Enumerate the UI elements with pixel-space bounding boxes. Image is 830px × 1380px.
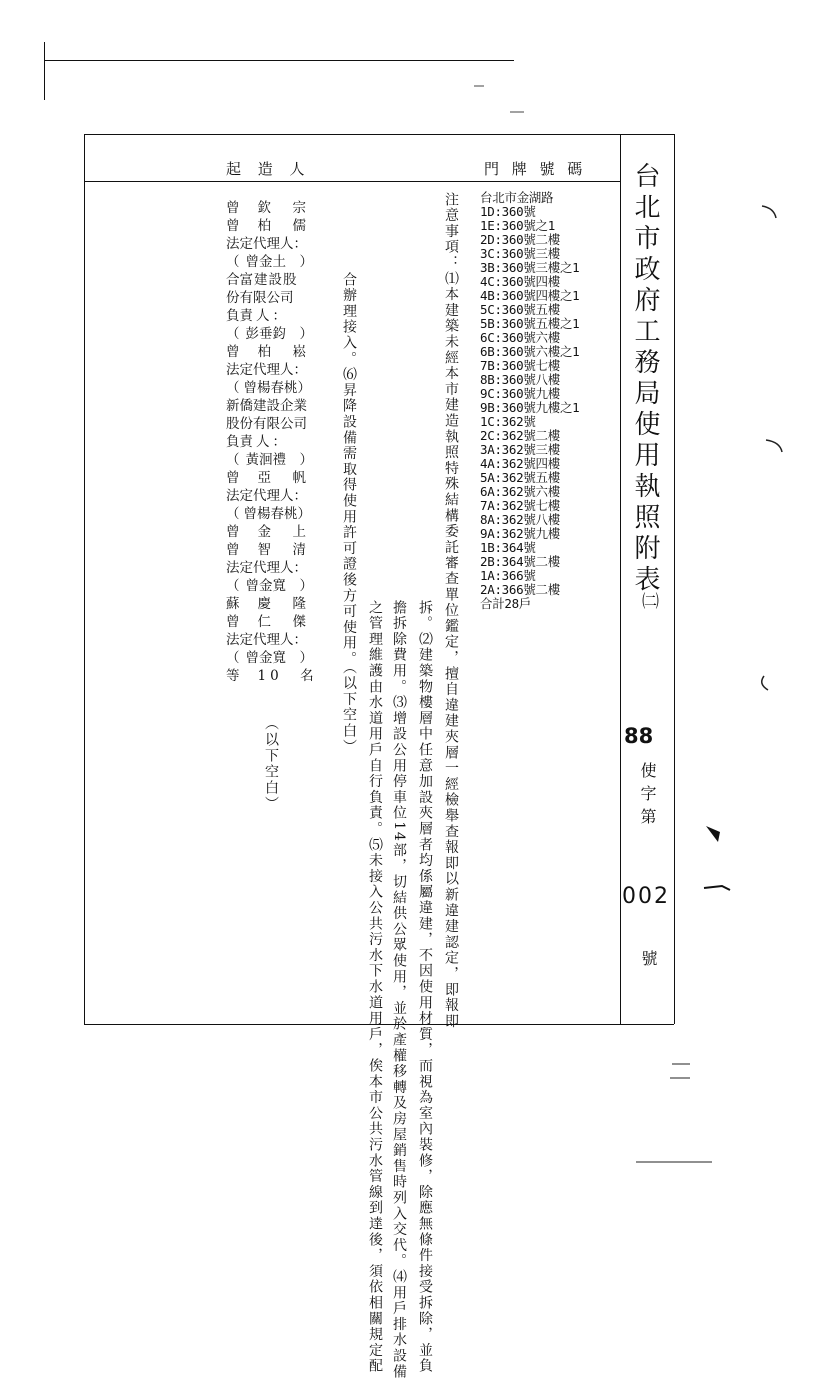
builder-line-lead: 法 xyxy=(226,632,240,648)
list-item: 7B:360號七樓 xyxy=(480,358,560,373)
list-item: 3A:362號三樓 xyxy=(480,442,560,457)
list-item: 6C:360號六樓 xyxy=(480,330,560,345)
list-item: 8B:360號八樓 xyxy=(480,372,560,387)
list-item: 2B:364號二樓 xyxy=(480,554,560,569)
builder-header: 起 造 人 xyxy=(226,160,311,178)
builder-line-lead: 等 xyxy=(226,668,240,684)
list-item: 5A:362號五樓 xyxy=(480,470,560,485)
list-item: 5C:360號五樓 xyxy=(480,302,560,317)
list-item: 2C:362號二樓 xyxy=(480,428,560,443)
builder-line-text: 責人： xyxy=(239,308,289,324)
builder-line-lead: 曾 xyxy=(226,470,240,486)
list-item: 2D:360號二樓 xyxy=(480,232,560,247)
builder-line-lead: 份 xyxy=(226,290,240,306)
builder-line-text: 柏 儒 xyxy=(257,218,310,234)
builder-line-text: 慶 隆 xyxy=(257,596,310,612)
builder-line-lead: （ xyxy=(226,452,240,468)
artifact-mark xyxy=(704,886,730,890)
list-item: 1D:360號 xyxy=(480,204,536,219)
builder-line-lead: 曾 xyxy=(226,614,240,630)
list-item: 4C:360號四樓 xyxy=(480,274,560,289)
address-header: 門 牌 號 碼 xyxy=(484,160,587,178)
note-column: 之管理維護由水道用戶自行負責。⑸未接入公共污水下水道用戶，俟本市公共污水管線到達後，須依相關規定配 xyxy=(367,600,383,1375)
builder-line-text: 彭垂鈞 ） xyxy=(245,326,313,342)
artifact-mark xyxy=(706,826,720,842)
builder-line-lead: （ xyxy=(226,650,240,666)
builder-line-text: 曾金土 ） xyxy=(245,254,313,270)
builder-line-lead: 法 xyxy=(226,560,240,576)
list-item: 3B:360號三樓之1 xyxy=(480,260,580,275)
permit-end: 號 xyxy=(639,950,658,968)
list-item: 合計28戶 xyxy=(480,596,532,611)
list-item: 2A:366號二樓 xyxy=(480,582,560,597)
builder-line-text: 有限公司 xyxy=(239,290,294,306)
list-item: 4B:360號四樓之1 xyxy=(480,288,580,303)
builder-line-text: 金 上 xyxy=(257,524,310,540)
list-item: 9B:360號九樓之1 xyxy=(480,400,580,415)
list-item: 台北市金湖路 xyxy=(480,190,554,205)
list-item: 7A:362號七樓 xyxy=(480,498,560,513)
builder-line-lead: （ xyxy=(226,380,240,396)
form-title: 台北市政府工務局使用執照附表 xyxy=(630,162,660,596)
builder-line-text: 定代理人： xyxy=(239,236,307,252)
list-item: 1A:366號 xyxy=(480,568,536,583)
list-item: 1E:360號之1 xyxy=(480,218,555,233)
builder-line-lead: （ xyxy=(226,254,240,270)
builder-line-text: 仁 傑 xyxy=(257,614,310,630)
builder-line-text: 黃洄禮 ） xyxy=(245,452,313,468)
builder-line-text: 定代理人： xyxy=(239,560,307,576)
artifact-mark xyxy=(762,206,776,218)
builder-line-text: 智 清 xyxy=(257,542,310,558)
form-title-suffix: ㈡ xyxy=(638,592,658,611)
builder-line-text: 欽 宗 xyxy=(257,200,310,216)
list-item: 5B:360號五樓之1 xyxy=(480,316,580,331)
builder-line-lead: 曾 xyxy=(226,542,240,558)
note-column: 注意事項：⑴本建築未經本市建造執照特殊結構委託審查單位鑑定，擅自違建夾層一經檢舉查報即以新違建認定，即報即 xyxy=(443,192,459,1030)
builders-end-note: （以下空白） xyxy=(263,716,279,812)
list-item: 1C:362號 xyxy=(480,414,536,429)
builder-line-lead: 股 xyxy=(226,416,240,432)
builder-line-text: 僑建設企業 xyxy=(239,398,307,414)
builder-line-text: 份有限公司 xyxy=(239,416,307,432)
list-item: 6B:360號六樓之1 xyxy=(480,344,580,359)
note-column: 擔拆除費用。⑶增設公用停車位14部，切結供公眾使用，並於產權移轉及房屋銷售時列入交代。⑷用戶排水設備 xyxy=(391,600,407,1380)
builder-line-text: 定代理人： xyxy=(239,632,307,648)
builder-line-lead: （ xyxy=(226,506,240,522)
builder-line-text: 曾金寬 ） xyxy=(245,578,313,594)
builder-line-lead: 法 xyxy=(226,236,240,252)
permit-number: 002 xyxy=(622,884,670,909)
builder-line-text: 定代理人： xyxy=(239,488,307,504)
builder-line-lead: 曾 xyxy=(226,218,240,234)
builder-line-text: 責人： xyxy=(239,434,289,450)
list-item: 4A:362號四樓 xyxy=(480,456,560,471)
permit-year: 88 xyxy=(624,724,654,748)
builder-line-lead: （ xyxy=(226,578,240,594)
list-item: 9C:360號九樓 xyxy=(480,386,560,401)
builder-line-text: 10 名 xyxy=(257,668,318,684)
builder-line-text: 亞 帆 xyxy=(257,470,310,486)
artifact-mark xyxy=(762,676,768,690)
builder-line-lead: 曾 xyxy=(226,200,240,216)
permit-prefix: 使字第 xyxy=(638,762,657,831)
note-column: 合辦理接入。⑹昇降設備需取得使用許可證後方可使用。（以下空白） xyxy=(341,272,357,755)
list-item: 8A:362號八樓 xyxy=(480,512,560,527)
builder-line-lead: 新 xyxy=(226,398,240,414)
builder-line-text: 曾楊春桃） xyxy=(243,380,311,396)
list-item: 1B:364號 xyxy=(480,540,536,555)
builder-line-lead: 負 xyxy=(226,434,240,450)
builder-line-lead: 蘇 xyxy=(226,596,240,612)
builder-line-lead: 曾 xyxy=(226,524,240,540)
builder-line-text: 柏 崧 xyxy=(257,344,310,360)
builder-line-text: 曾楊春桃） xyxy=(243,506,311,522)
builder-line-lead: 法 xyxy=(226,362,240,378)
builder-line-lead: 負 xyxy=(226,308,240,324)
builder-line-text: 富建設股 xyxy=(239,272,298,288)
builder-line-text: 曾金寬 ） xyxy=(245,650,313,666)
builder-line-lead: 法 xyxy=(226,488,240,504)
note-column: 拆。⑵建築物樓層中任意加設夾層者均係屬違建，不因使用材質，而視為室內裝修，除應無條件接受拆除，並負 xyxy=(417,600,433,1375)
builder-line-lead: （ xyxy=(226,326,240,342)
artifact-mark xyxy=(766,440,782,452)
list-item: 3C:360號三樓 xyxy=(480,246,560,261)
builder-line-lead: 曾 xyxy=(226,344,240,360)
builder-line-text: 定代理人： xyxy=(239,362,307,378)
list-item: 6A:362號六樓 xyxy=(480,484,560,499)
builder-line-lead: 合 xyxy=(226,272,240,288)
list-item: 9A:362號九樓 xyxy=(480,526,560,541)
